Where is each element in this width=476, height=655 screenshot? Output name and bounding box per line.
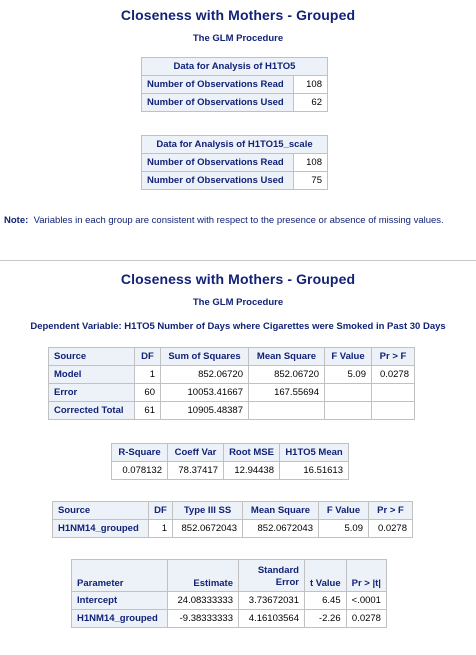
page-title: Closeness with Mothers - Grouped (120, 7, 356, 23)
table-caption: Data for Analysis of H1TO5 (142, 58, 328, 76)
procedure-title: The GLM Procedure (192, 33, 284, 44)
standard-error-header: Standard Error (239, 560, 305, 592)
table-row: Error 60 10053.41667 167.55694 (49, 384, 415, 402)
table-caption: Data for Analysis of H1TO15_scale (142, 136, 328, 154)
table-row: Number of Observations Used 62 (142, 94, 328, 112)
table-row: Corrected Total 61 10905.48387 (49, 402, 415, 420)
table-row: Intercept 24.08333333 3.73672031 6.45 <.0001 (72, 592, 387, 610)
missing-values-note: Note: Variables in each group are consistent with respect to the presence or absence of missing values. (4, 215, 444, 226)
table-row: Number of Observations Read 108 (142, 76, 328, 94)
parameter-estimates-table: Parameter Estimate Standard Error t Value Pr > |t| Intercept 24.08333333 3.73672031 6.45 <.0001 H1NM14_grouped -9.38333333 4.16103564 -2.26 0.0278 (71, 559, 387, 628)
page-title: Closeness with Mothers - Grouped (120, 271, 356, 287)
table-row: Model 1 852.06720 852.06720 5.09 0.0278 (49, 366, 415, 384)
table-row: H1NM14_grouped 1 852.0672043 852.0672043 5.09 0.0278 (53, 520, 413, 538)
table-row: Number of Observations Used 75 (142, 172, 328, 190)
table-row: Number of Observations Read 108 (142, 154, 328, 172)
anova-table: Source DF Sum of Squares Mean Square F Value Pr > F Model 1 852.06720 852.06720 5.09 0.0278 Error 60 10053.41667 167.55694 Corrected Total 61 10905.48387 (48, 347, 415, 420)
data-analysis-h1to15-table (141, 135, 328, 190)
table-row: H1NM14_grouped -9.38333333 4.16103564 -2.26 0.0278 (72, 610, 387, 628)
data-analysis-h1to5-table (141, 57, 328, 112)
type3-ss-table: Source DF Type III SS Mean Square F Value Pr > F H1NM14_grouped 1 852.0672043 852.0672043 5.09 0.0278 (52, 501, 413, 538)
section-divider (0, 260, 476, 261)
table-row: 0.078132 78.37417 12.94438 16.51613 (112, 462, 349, 480)
procedure-title: The GLM Procedure (192, 297, 284, 308)
dependent-variable-label: Dependent Variable: H1TO5 Number of Days where Cigarettes were Smoked in Past 30 Days (30, 321, 446, 332)
fit-statistics-table: R-Square Coeff Var Root MSE H1TO5 Mean 0.078132 78.37417 12.94438 16.51613 (111, 443, 349, 480)
